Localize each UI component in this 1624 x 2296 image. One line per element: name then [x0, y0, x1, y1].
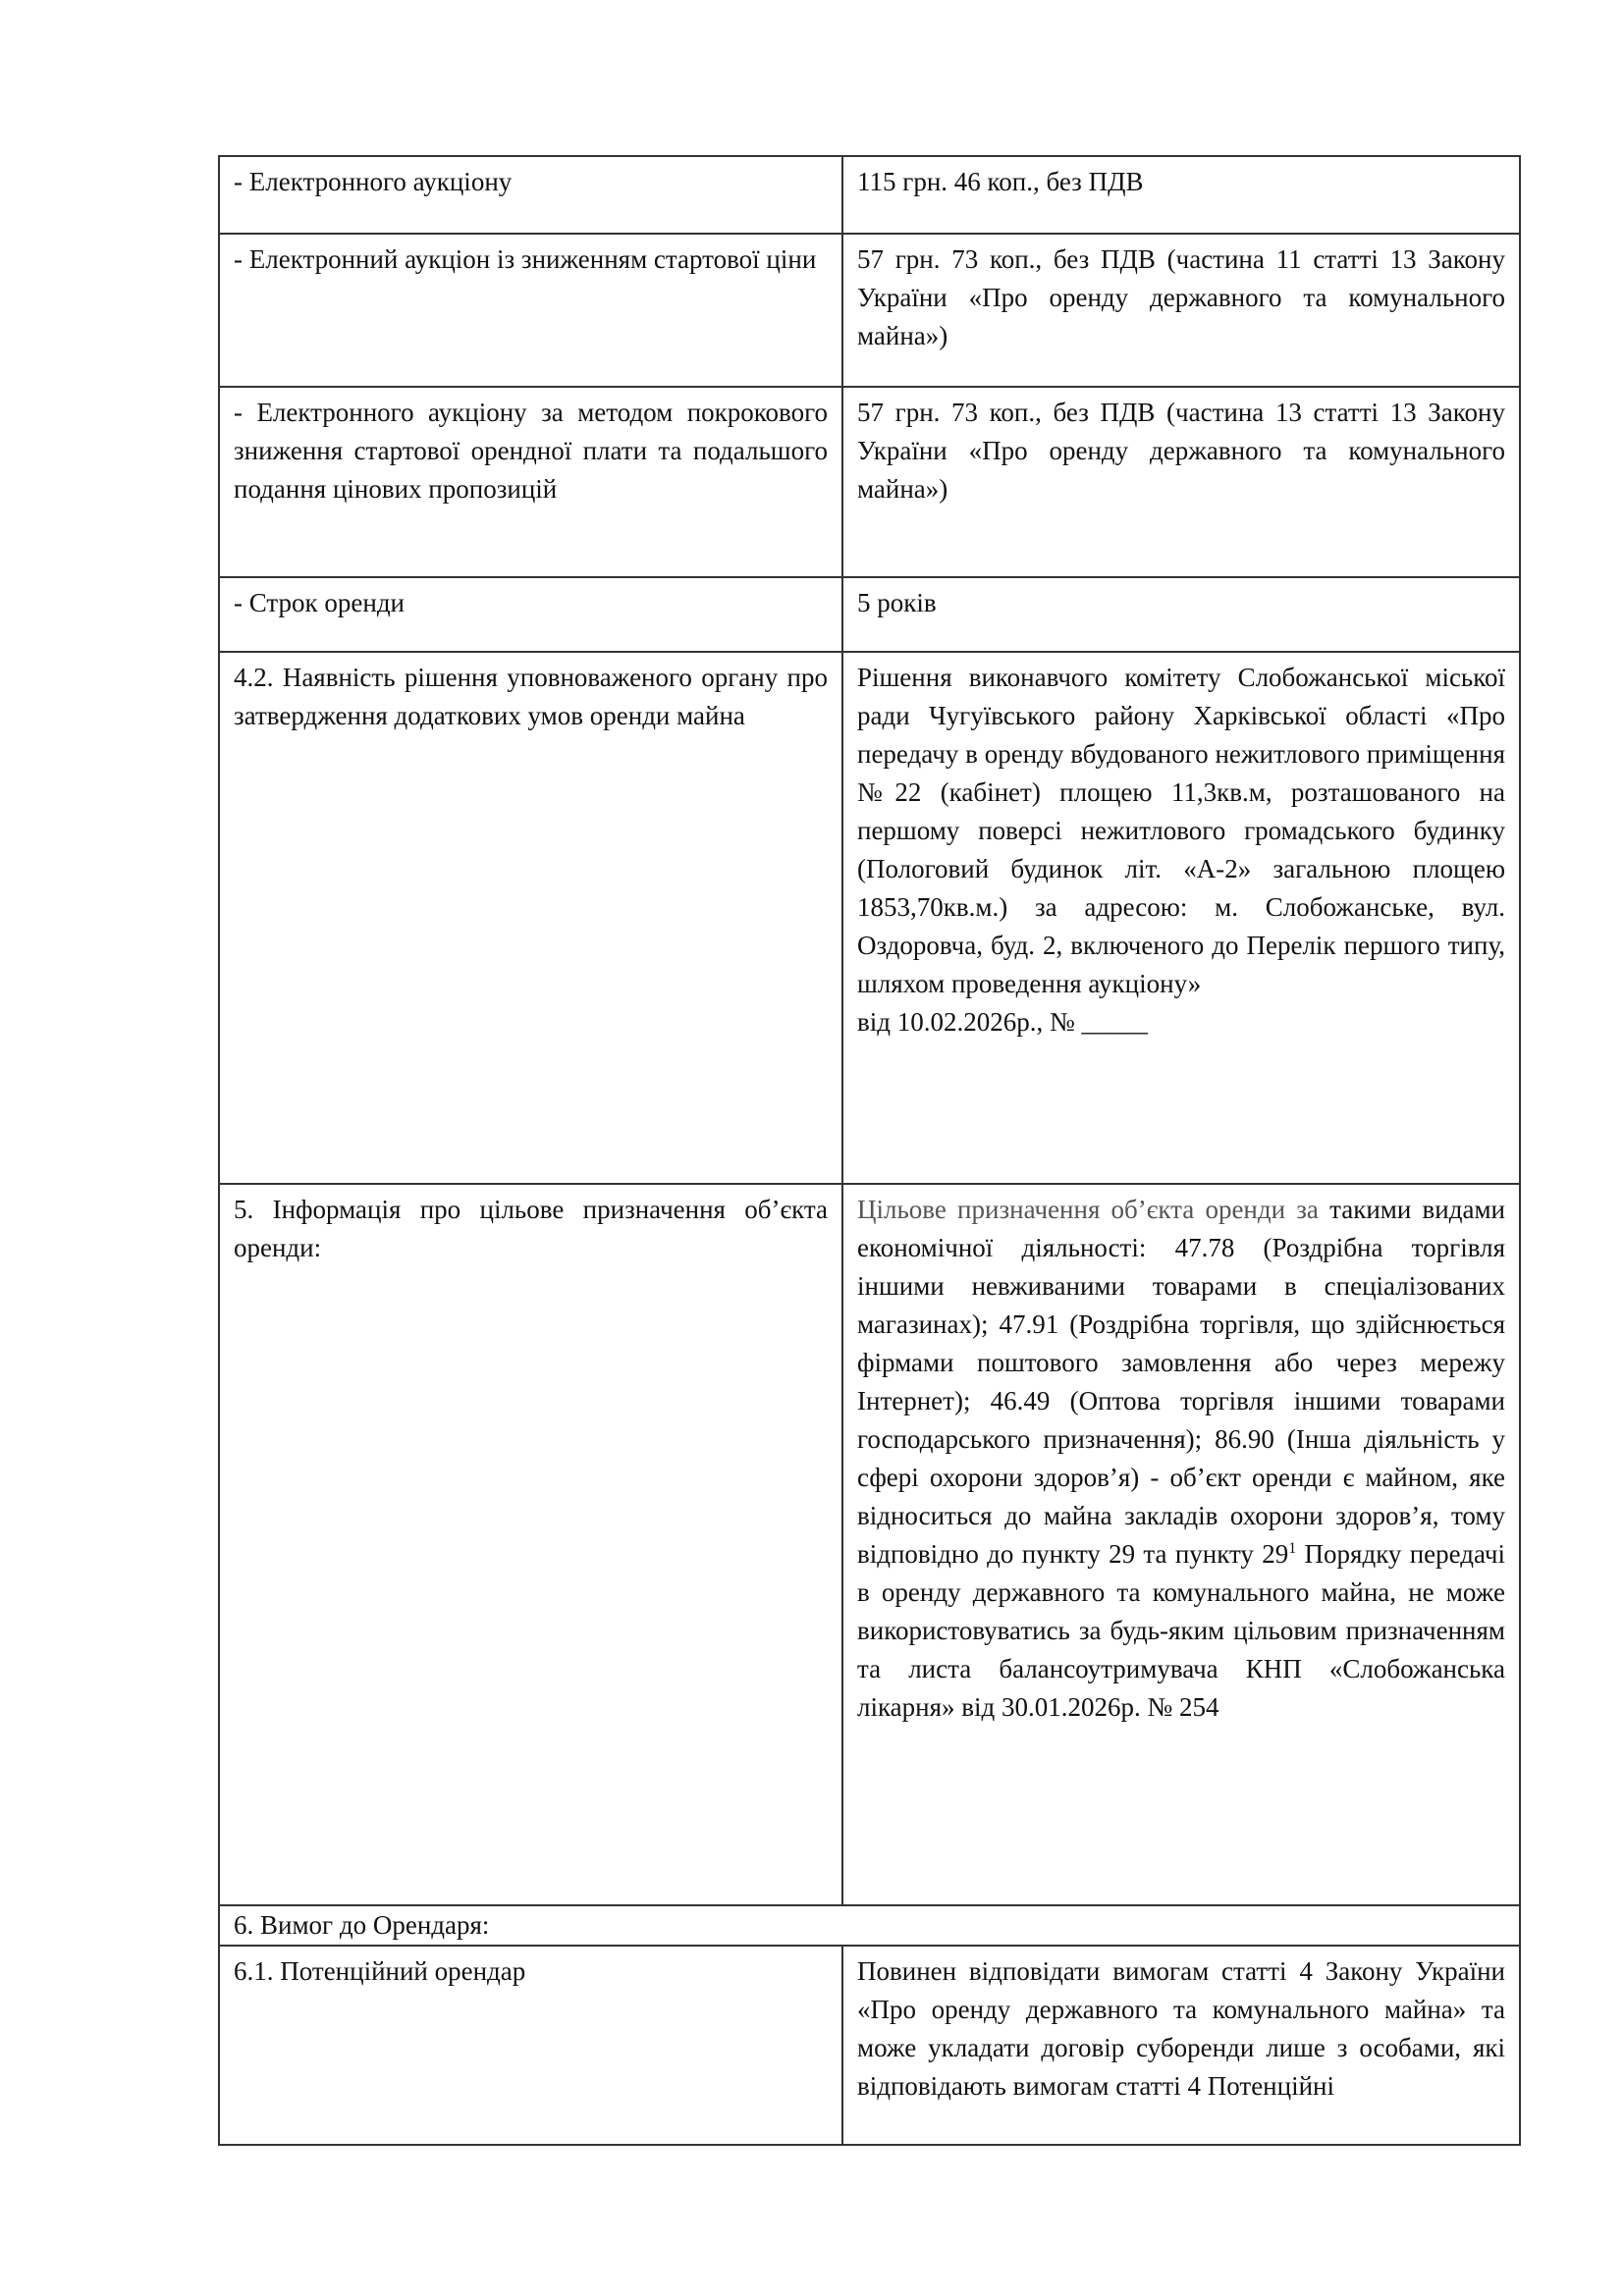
row-value	[842, 652, 1520, 1184]
row-value: 57 грн. 73 коп., без ПДВ (частина 11 статті 13 Закону України «Про оренду державного та комунального майна»)	[842, 234, 1520, 387]
section-header-row	[219, 1905, 1520, 1946]
table-row	[219, 156, 1520, 234]
table-row	[219, 1946, 1520, 2145]
purpose-text-b: Порядку передачі в оренду державного та комунального майна, не може використовуватись за будь-яким цільовим призначенням та листа балансоутримувача КНП «Слобожанська лікарня» від 30.01.2026р. № 254	[857, 1539, 1506, 1722]
purpose-first-line: Цільове призначення об’єкта оренди за	[857, 1195, 1319, 1224]
table-row	[219, 652, 1520, 1184]
row-61-label: 6.1. Потенційний орендар	[234, 1956, 526, 1986]
row-value: 57 грн. 73 коп., без ПДВ (частина 13 статті 13 Закону України «Про оренду державного та комунального майна»)	[842, 387, 1520, 577]
row-label: - Електронного аукціону за методом покрокового зниження стартової орендної плати та подальшого подання цінових пропозицій	[219, 387, 842, 577]
purpose-text-a: такими видами економічної діяльності: 47.78 (Роздрібна торгівля іншими невживаними товарами в спеціалізованих магазинах); 47.91 (Роздрібна торгівля, що здійснюється фірмами поштового замовлення або через мережу Інтернет); 46.49 (Оптова торгівля іншими товарами господарського призначення); 86.90 (Інша діяльність у сфері охорони здоров’я) - об’єкт оренди є майном, яке відноситься до майна закладів охорони здоров’я, тому відповідно до пункту 29 та пункту 29	[857, 1195, 1505, 1569]
row-label: - Електронний аукціон із зниженням стартової ціни	[219, 234, 842, 387]
table-row	[219, 387, 1520, 577]
decision-date: від 10.02.2026р., № _____	[857, 1007, 1148, 1037]
table-row	[219, 577, 1520, 652]
lease-terms-table	[218, 155, 1521, 2146]
table-row	[219, 1184, 1520, 1905]
row-label: 5. Інформація про цільове призначення об’єкта оренди:	[219, 1184, 842, 1905]
row-label: - Електронного аукціону	[219, 156, 842, 234]
row-label: 4.2. Наявність рішення уповноваженого органу про затвердження додаткових умов оренди майна	[219, 652, 842, 1184]
decision-text: Рішення виконавчого комітету Слобожанської міської ради Чугуївського району Харківської області «Про передачу в оренду вбудованого нежитлового приміщення №22 (кабінет) площею 11,3кв.м, розташованого на першому поверсі нежитлового громадського будинку (Пологовий будинок літ. «А-2» загальною площею 1853,70кв.м.) за адресою: м. Слобожанське, вул. Оздоровча, буд. 2, включеного до Перелік першого типу, шляхом проведення аукціону»	[857, 663, 1505, 998]
section-6-title: 6. Вимог до Орендаря:	[219, 1905, 1520, 1946]
row-value	[842, 1946, 1520, 2145]
row-label	[219, 1946, 842, 2145]
row-value: 115 грн. 46 коп., без ПДВ	[842, 156, 1520, 234]
row-label: - Строк оренди	[219, 577, 842, 652]
table-row	[219, 234, 1520, 387]
row-61-value: Повинен відповідати вимогам статті 4 Закону України «Про оренду державного та комунального майна» та може укладати договір суборенди лише з особами, які відповідають вимогам статті 4 Потенційні	[857, 1956, 1505, 2101]
row-value	[842, 1184, 1520, 1905]
footnote-superscript: 1	[1288, 1540, 1297, 1557]
row-value: 5 років	[842, 577, 1520, 652]
